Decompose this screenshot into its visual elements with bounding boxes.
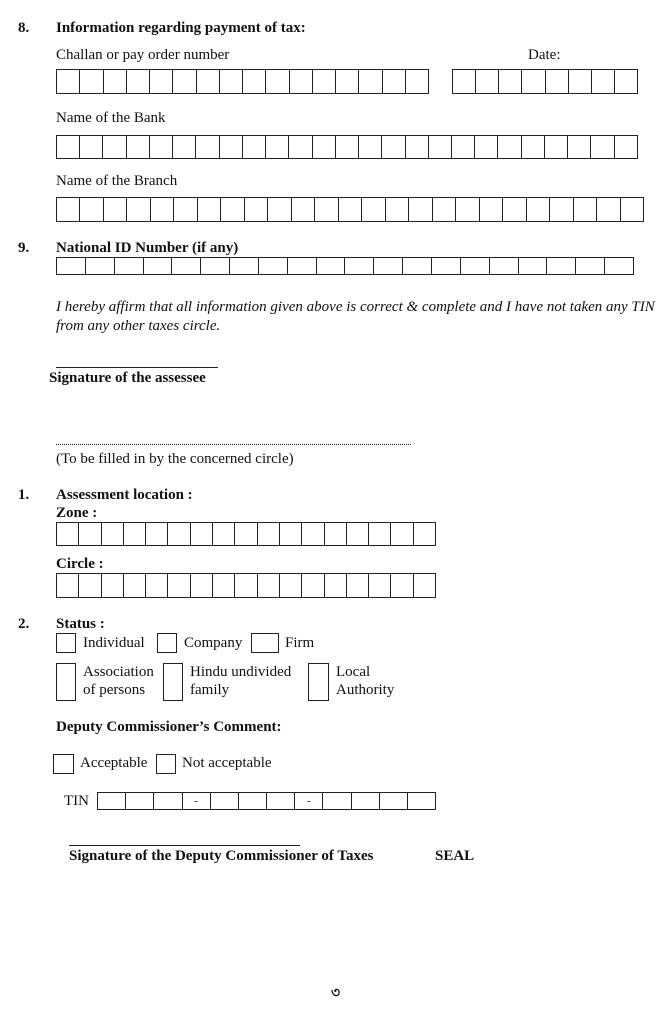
- circle-note: (To be filled in by the concerned circle): [56, 451, 294, 467]
- box-cell[interactable]: [453, 70, 476, 93]
- box-cell[interactable]: [591, 136, 614, 158]
- bank-name-field[interactable]: [56, 135, 638, 159]
- section-9-title: National ID Number (if any): [56, 240, 239, 256]
- box-cell[interactable]: [452, 136, 475, 158]
- circle-field[interactable]: [56, 573, 436, 598]
- box-cell[interactable]: [191, 523, 213, 545]
- box-cell[interactable]: [267, 793, 295, 809]
- hindu-undivided-label-line1: Hindu undivided: [190, 664, 292, 680]
- box-cell[interactable]: [347, 574, 369, 597]
- box-cell[interactable]: [86, 258, 115, 274]
- circle-dotted-line: [56, 444, 411, 445]
- section-9-number: 9.: [18, 240, 30, 256]
- box-cell[interactable]: [268, 198, 291, 221]
- box-cell[interactable]: [414, 523, 435, 545]
- hindu-undivided-checkbox[interactable]: [163, 663, 183, 701]
- box-cell[interactable]: [126, 793, 154, 809]
- box-cell[interactable]: [57, 258, 86, 274]
- box-cell[interactable]: [569, 70, 592, 93]
- box-cell[interactable]: [550, 198, 573, 221]
- box-cell[interactable]: [235, 574, 257, 597]
- box-cell[interactable]: [574, 198, 597, 221]
- box-cell[interactable]: [597, 198, 620, 221]
- box-cell[interactable]: [191, 574, 213, 597]
- box-cell[interactable]: [245, 198, 268, 221]
- box-cell[interactable]: [98, 793, 126, 809]
- box-cell[interactable]: [146, 574, 168, 597]
- assessee-signature-label: Signature of the assessee: [49, 370, 206, 386]
- box-cell[interactable]: [144, 258, 173, 274]
- box-cell[interactable]: [230, 258, 259, 274]
- box-cell[interactable]: [198, 198, 221, 221]
- dc-signature-label: Signature of the Deputy Commissioner of Taxes: [69, 848, 374, 864]
- section-8-title: Information regarding payment of tax:: [56, 20, 306, 36]
- association-checkbox[interactable]: [56, 663, 76, 701]
- branch-name-field[interactable]: [56, 197, 644, 222]
- box-cell[interactable]: [406, 70, 428, 93]
- box-cell[interactable]: [173, 70, 196, 93]
- box-cell[interactable]: [146, 523, 168, 545]
- box-cell[interactable]: [546, 70, 569, 93]
- branch-label: Name of the Branch: [56, 173, 178, 189]
- tin-separator-cell[interactable]: -: [295, 793, 323, 809]
- box-cell[interactable]: [519, 258, 548, 274]
- box-cell[interactable]: [461, 258, 490, 274]
- box-cell[interactable]: [102, 574, 124, 597]
- box-cell[interactable]: [127, 198, 150, 221]
- box-cell[interactable]: [313, 70, 336, 93]
- individual-checkbox[interactable]: [56, 633, 76, 653]
- box-cell[interactable]: [315, 198, 338, 221]
- box-cell[interactable]: [323, 793, 351, 809]
- box-cell[interactable]: [124, 523, 146, 545]
- not-acceptable-checkbox[interactable]: [156, 754, 176, 774]
- box-cell[interactable]: [503, 198, 526, 221]
- box-cell[interactable]: [547, 258, 576, 274]
- association-label-line2: of persons: [83, 682, 146, 698]
- box-cell[interactable]: [621, 198, 643, 221]
- box-cell[interactable]: [292, 198, 315, 221]
- box-cell[interactable]: [289, 136, 312, 158]
- box-cell[interactable]: [615, 70, 637, 93]
- box-cell[interactable]: [57, 136, 80, 158]
- box-cell[interactable]: [615, 136, 637, 158]
- box-cell[interactable]: [339, 198, 362, 221]
- box-cell[interactable]: [409, 198, 432, 221]
- box-cell[interactable]: [522, 136, 545, 158]
- box-cell[interactable]: [127, 136, 150, 158]
- tin-label: TIN: [64, 793, 89, 809]
- firm-checkbox[interactable]: [251, 633, 279, 653]
- box-cell[interactable]: [80, 136, 103, 158]
- national-id-field[interactable]: [56, 257, 634, 275]
- seal-label: SEAL: [435, 848, 475, 864]
- box-cell[interactable]: [127, 70, 150, 93]
- box-cell[interactable]: [433, 198, 456, 221]
- box-cell[interactable]: [79, 574, 101, 597]
- box-cell[interactable]: [235, 523, 257, 545]
- box-cell[interactable]: [213, 574, 235, 597]
- box-cell[interactable]: [213, 523, 235, 545]
- box-cell[interactable]: [592, 70, 615, 93]
- assessment-number: 1.: [18, 487, 30, 503]
- box-cell[interactable]: [172, 258, 201, 274]
- box-cell[interactable]: [414, 574, 435, 597]
- box-cell[interactable]: [104, 70, 127, 93]
- association-label-line1: Association: [83, 664, 154, 680]
- box-cell[interactable]: [243, 136, 266, 158]
- box-cell[interactable]: [57, 70, 80, 93]
- box-cell[interactable]: [352, 793, 380, 809]
- box-cell[interactable]: [168, 523, 190, 545]
- box-cell[interactable]: [290, 70, 313, 93]
- box-cell[interactable]: [57, 198, 80, 221]
- box-cell[interactable]: [313, 136, 336, 158]
- box-cell[interactable]: [80, 70, 103, 93]
- local-authority-label-line1: Local: [336, 664, 371, 680]
- local-authority-label-line2: Authority: [336, 682, 395, 698]
- box-cell[interactable]: [383, 70, 406, 93]
- individual-label: Individual: [83, 635, 145, 651]
- box-cell[interactable]: [259, 258, 288, 274]
- not-acceptable-label: Not acceptable: [182, 755, 272, 771]
- box-cell[interactable]: [302, 574, 324, 597]
- box-cell[interactable]: [476, 70, 499, 93]
- box-cell[interactable]: [345, 258, 374, 274]
- box-cell[interactable]: [522, 70, 545, 93]
- box-cell[interactable]: [403, 258, 432, 274]
- zone-label: Zone :: [56, 505, 98, 521]
- box-cell[interactable]: [359, 70, 382, 93]
- acceptable-label: Acceptable: [80, 755, 148, 771]
- challan-number-field[interactable]: [56, 69, 429, 94]
- box-cell[interactable]: [432, 258, 461, 274]
- firm-label: Firm: [285, 635, 315, 651]
- zone-field[interactable]: [56, 522, 436, 546]
- box-cell[interactable]: [302, 523, 324, 545]
- box-cell[interactable]: [258, 523, 280, 545]
- box-cell[interactable]: [380, 793, 408, 809]
- box-cell[interactable]: [369, 574, 391, 597]
- box-cell[interactable]: [266, 70, 289, 93]
- acceptable-checkbox[interactable]: [53, 754, 74, 774]
- box-cell[interactable]: [391, 574, 413, 597]
- box-cell[interactable]: [498, 136, 521, 158]
- box-cell[interactable]: [266, 136, 289, 158]
- box-cell[interactable]: [480, 198, 503, 221]
- box-cell[interactable]: [391, 523, 413, 545]
- box-cell[interactable]: [408, 793, 435, 809]
- box-cell[interactable]: [362, 198, 385, 221]
- assessee-signature-line[interactable]: [56, 367, 218, 368]
- box-cell[interactable]: [406, 136, 429, 158]
- box-cell[interactable]: [545, 136, 568, 158]
- tin-separator-cell[interactable]: -: [183, 793, 211, 809]
- box-cell[interactable]: [239, 793, 267, 809]
- box-cell[interactable]: [527, 198, 550, 221]
- affirmation-text: I hereby affirm that all information given above is correct & complete and I have not taken any TIN from any other taxes circle.: [56, 299, 655, 334]
- box-cell[interactable]: [374, 258, 403, 274]
- challan-label: Challan or pay order number: [56, 47, 230, 63]
- box-cell[interactable]: [57, 574, 79, 597]
- status-title: Status :: [56, 616, 105, 632]
- box-cell[interactable]: [499, 70, 522, 93]
- box-cell[interactable]: [456, 198, 479, 221]
- box-cell[interactable]: [151, 198, 174, 221]
- box-cell[interactable]: [280, 523, 302, 545]
- box-cell[interactable]: [317, 258, 346, 274]
- section-8-number: 8.: [18, 20, 30, 36]
- bank-label: Name of the Bank: [56, 110, 166, 126]
- page-number: ৩: [331, 985, 341, 1001]
- dc-signature-line[interactable]: [69, 845, 300, 846]
- status-number: 2.: [18, 616, 30, 632]
- box-cell[interactable]: [102, 523, 124, 545]
- date-field[interactable]: [452, 69, 638, 94]
- box-cell[interactable]: [369, 523, 391, 545]
- box-cell[interactable]: [79, 523, 101, 545]
- box-cell[interactable]: [576, 258, 605, 274]
- local-authority-checkbox[interactable]: [308, 663, 329, 701]
- box-cell[interactable]: [347, 523, 369, 545]
- box-cell[interactable]: [336, 70, 359, 93]
- box-cell[interactable]: [325, 523, 347, 545]
- box-cell[interactable]: [150, 136, 173, 158]
- box-cell[interactable]: [258, 574, 280, 597]
- box-cell[interactable]: [220, 136, 243, 158]
- box-cell[interactable]: [173, 136, 196, 158]
- comment-title: Deputy Commissioner’s Comment:: [56, 719, 282, 735]
- hindu-undivided-label-line2: family: [190, 682, 230, 698]
- box-cell[interactable]: [196, 136, 219, 158]
- box-cell[interactable]: [386, 198, 409, 221]
- box-cell[interactable]: [154, 793, 182, 809]
- box-cell[interactable]: [605, 258, 633, 274]
- box-cell[interactable]: [174, 198, 197, 221]
- date-label: Date:: [528, 47, 561, 63]
- box-cell[interactable]: [168, 574, 190, 597]
- box-cell[interactable]: [80, 198, 103, 221]
- box-cell[interactable]: [325, 574, 347, 597]
- box-cell[interactable]: [288, 258, 317, 274]
- box-cell[interactable]: [280, 574, 302, 597]
- box-cell[interactable]: [243, 70, 266, 93]
- box-cell[interactable]: [429, 136, 452, 158]
- box-cell[interactable]: [104, 198, 127, 221]
- box-cell[interactable]: [211, 793, 239, 809]
- box-cell[interactable]: [201, 258, 230, 274]
- tin-field[interactable]: [97, 792, 436, 810]
- company-label: Company: [184, 635, 243, 651]
- box-cell[interactable]: [220, 70, 243, 93]
- box-cell[interactable]: [124, 574, 146, 597]
- box-cell[interactable]: [57, 523, 79, 545]
- box-cell[interactable]: [475, 136, 498, 158]
- box-cell[interactable]: [336, 136, 359, 158]
- assessment-title: Assessment location :: [56, 487, 193, 503]
- box-cell[interactable]: [490, 258, 519, 274]
- box-cell[interactable]: [568, 136, 591, 158]
- box-cell[interactable]: [150, 70, 173, 93]
- box-cell[interactable]: [221, 198, 244, 221]
- box-cell[interactable]: [382, 136, 405, 158]
- box-cell[interactable]: [103, 136, 126, 158]
- company-checkbox[interactable]: [157, 633, 177, 653]
- circle-label: Circle :: [56, 556, 104, 572]
- box-cell[interactable]: [115, 258, 144, 274]
- box-cell[interactable]: [359, 136, 382, 158]
- box-cell[interactable]: [197, 70, 220, 93]
